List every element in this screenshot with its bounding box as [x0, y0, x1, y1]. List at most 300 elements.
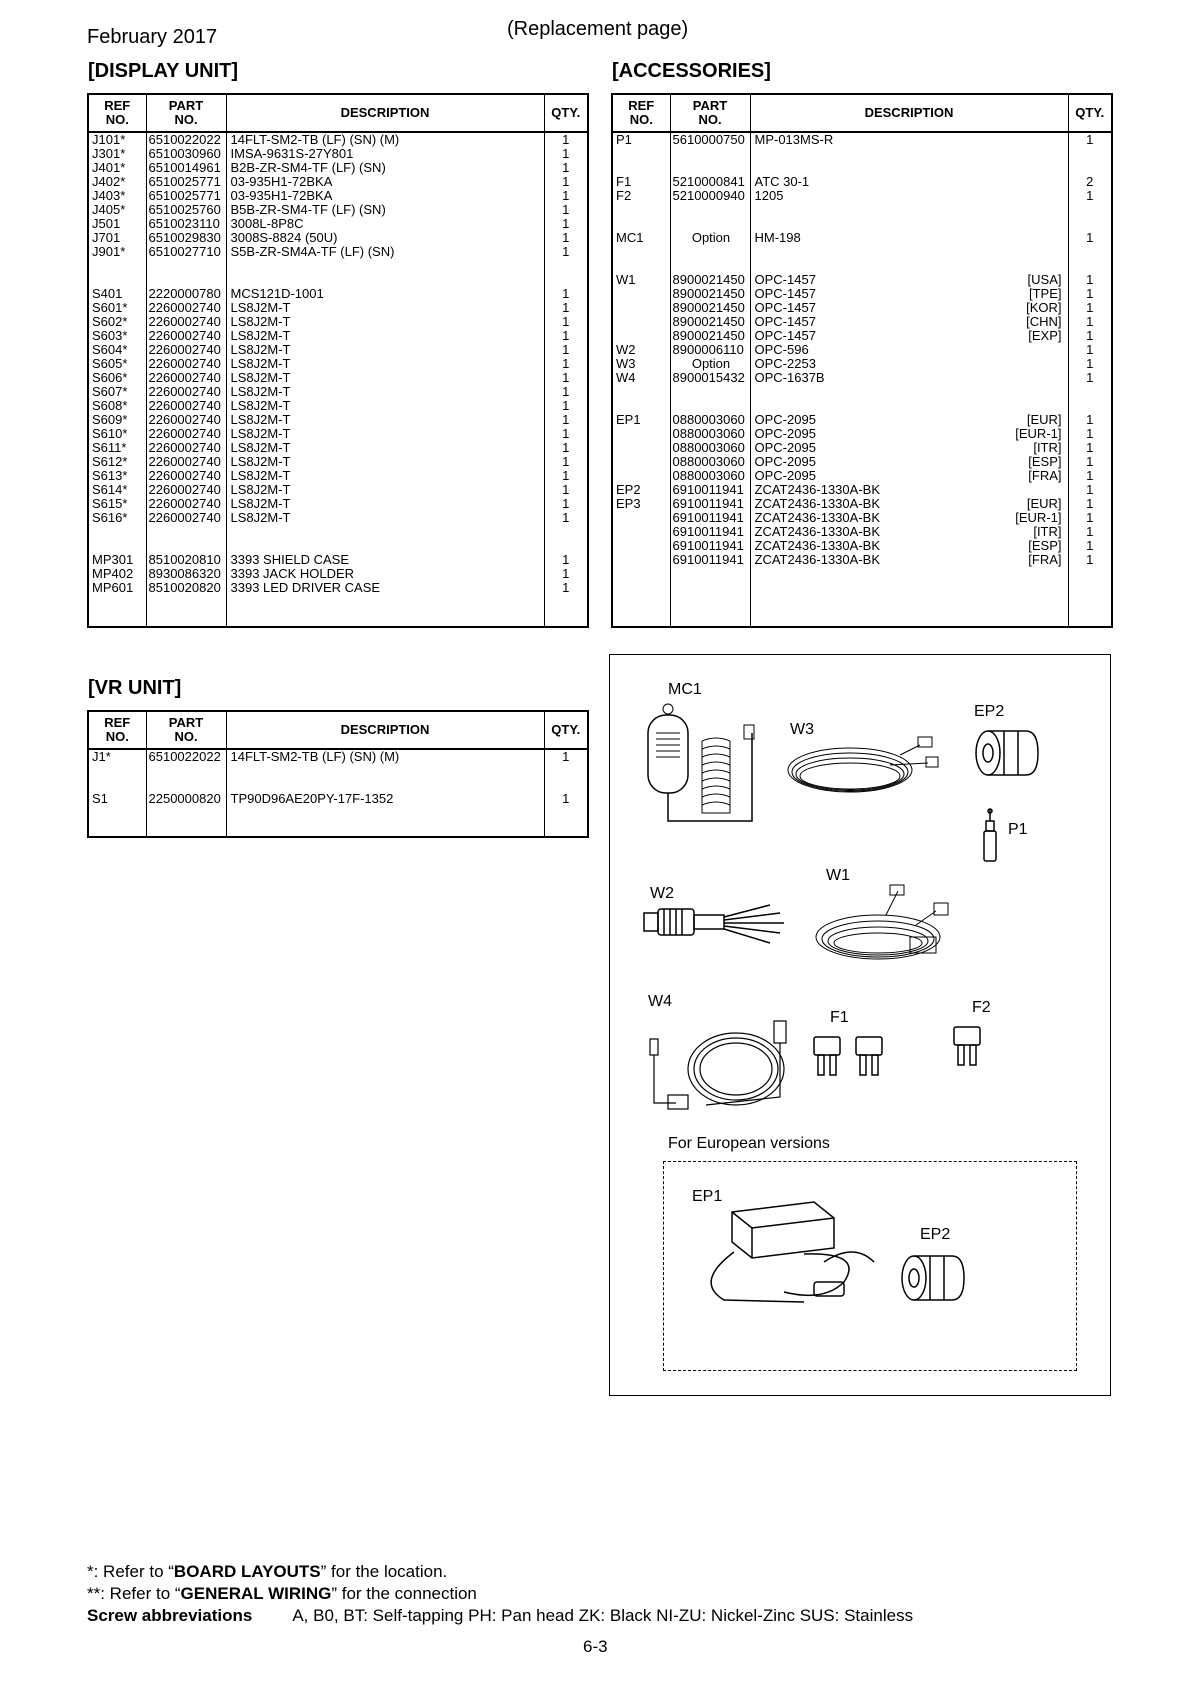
part-number-cell: 2260002740 [148, 511, 221, 525]
description-cell [227, 315, 544, 329]
accessories-table [611, 93, 1113, 628]
desc-column [226, 749, 544, 837]
description-cell [751, 553, 1068, 567]
label-f1: F1 [830, 1009, 849, 1026]
qty-cell: 1 [562, 441, 570, 455]
description-text: LS8J2M-T [230, 399, 291, 413]
description-text: ZCAT2436-1330A-BK [754, 525, 880, 539]
description-text: 14FLT-SM2-TB (LF) (SN) (M) [230, 750, 400, 764]
part-number-cell: 2260002740 [148, 385, 221, 399]
description-cell [227, 301, 544, 315]
part-number-cell: 8900006110 [672, 343, 744, 357]
part-number-cell: 2260002740 [148, 343, 221, 357]
description-text: OPC-1457 [754, 301, 816, 315]
description-text: ATC 30-1 [754, 175, 810, 189]
col-qty-header: QTY. [1068, 94, 1112, 132]
description-text: LS8J2M-T [230, 315, 291, 329]
ref-cell: EP2 [616, 483, 641, 497]
part-column [670, 132, 750, 627]
ref-cell: S615* [92, 497, 128, 511]
qty-cell: 1 [562, 133, 570, 147]
col-part-header: PART NO. [146, 94, 226, 132]
ref-cell: F2 [616, 189, 632, 203]
version-text: [ITR] [1033, 525, 1062, 539]
part-number-cell: 8900021450 [672, 315, 745, 329]
description-cell [751, 329, 1068, 343]
plug-p1-drawing [980, 807, 1000, 867]
qty-cell: 1 [562, 147, 570, 161]
description-text: 3393 JACK HOLDER [230, 567, 355, 581]
description-text: OPC-2095 [754, 427, 816, 441]
part-number-cell: 2260002740 [148, 329, 221, 343]
description-text: 03-935H1-72BKA [230, 175, 333, 189]
part-number-cell: 6510023110 [148, 217, 220, 231]
description-text: 14FLT-SM2-TB (LF) (SN) (M) [230, 133, 400, 147]
description-text: ZCAT2436-1330A-BK [754, 511, 880, 525]
qty-cell: 1 [562, 287, 570, 301]
part-number-cell: 6510025760 [148, 203, 221, 217]
replacement-note: (Replacement page) [507, 18, 689, 40]
ref-column [88, 749, 146, 837]
description-text: S5B-ZR-SM4A-TF (LF) (SN) [230, 245, 395, 259]
part-number-cell: 2260002740 [148, 301, 221, 315]
qty-cell: 1 [1086, 427, 1094, 441]
ref-cell: S605* [92, 357, 128, 371]
description-text: 3008S-8824 (50U) [230, 231, 338, 245]
description-cell [227, 413, 544, 427]
qty-cell: 1 [1086, 413, 1094, 427]
description-cell [227, 287, 544, 301]
qty-cell: 1 [1086, 329, 1094, 343]
description-cell [227, 217, 544, 231]
version-text: [CHN] [1026, 315, 1062, 329]
ref-cell [613, 329, 670, 343]
footnote-general-wiring: **: Refer to “GENERAL WIRING” for the connection [87, 1584, 477, 1603]
ref-cell [613, 287, 670, 301]
description-cell [751, 441, 1068, 455]
ref-cell: J403* [92, 189, 126, 203]
description-cell [227, 511, 544, 525]
page-number: 6-3 [583, 1637, 608, 1656]
page-date: February 2017 [87, 26, 218, 48]
col-desc-header: DESCRIPTION [226, 94, 544, 132]
ref-cell: J1* [92, 750, 111, 764]
description-cell [751, 427, 1068, 441]
description-cell [751, 315, 1068, 329]
part-number-cell: 5210000841 [672, 175, 745, 189]
ref-cell: S602* [92, 315, 128, 329]
ref-cell: S604* [92, 343, 128, 357]
ref-cell: W4 [616, 371, 636, 385]
part-number-cell: 0880003060 [672, 441, 745, 455]
ref-cell [613, 553, 670, 567]
qty-cell: 1 [562, 175, 570, 189]
label-ep2-eu: EP2 [920, 1226, 951, 1243]
description-cell [751, 189, 1068, 203]
part-number-cell: 8900021450 [672, 301, 745, 315]
qty-cell: 1 [562, 385, 570, 399]
description-text: ZCAT2436-1330A-BK [754, 497, 880, 511]
version-text: [ESP] [1028, 539, 1062, 553]
description-text: OPC-2253 [754, 357, 816, 371]
description-cell [227, 497, 544, 511]
description-text: LS8J2M-T [230, 357, 291, 371]
description-text: MCS121D-1001 [230, 287, 324, 301]
part-number-cell: 2260002740 [148, 483, 221, 497]
fuse-f1-drawing [810, 1031, 900, 1081]
part-number-cell: 2260002740 [148, 413, 221, 427]
ref-cell [613, 511, 670, 525]
col-qty-header: QTY. [544, 711, 588, 749]
part-number-cell: 2260002740 [148, 357, 221, 371]
accessories-figure [609, 654, 1111, 1396]
ref-cell [613, 539, 670, 553]
ref-cell: S608* [92, 399, 128, 413]
qty-cell: 1 [562, 245, 570, 259]
label-mc1: MC1 [668, 681, 702, 698]
description-text: 3393 SHIELD CASE [230, 553, 350, 567]
description-text: LS8J2M-T [230, 427, 291, 441]
description-cell [227, 469, 544, 483]
col-part-header: PART NO. [146, 711, 226, 749]
qty-cell: 2 [1086, 175, 1094, 189]
description-text: OPC-596 [754, 343, 809, 357]
version-text: [FRA] [1028, 469, 1062, 483]
description-cell [751, 511, 1068, 525]
qty-cell: 1 [562, 469, 570, 483]
qty-cell: 1 [562, 413, 570, 427]
part-column [146, 749, 226, 837]
col-part-header: PART NO. [670, 94, 750, 132]
qty-cell: 1 [562, 581, 570, 595]
description-cell [751, 175, 1068, 189]
qty-cell: 1 [1086, 357, 1094, 371]
ref-column [612, 132, 670, 627]
part-number-cell: 6910011941 [672, 511, 744, 525]
part-number-cell: 6510022022 [148, 750, 221, 764]
description-cell [751, 357, 1068, 371]
description-text: TP90D96AE20PY-17F-1352 [230, 792, 394, 806]
description-cell [751, 469, 1068, 483]
ref-cell: J401* [92, 161, 126, 175]
description-cell [751, 539, 1068, 553]
ref-cell: S401 [92, 287, 123, 301]
ref-cell: S613* [92, 469, 128, 483]
part-number-cell: 0880003060 [672, 427, 745, 441]
part-number-cell: 2260002740 [148, 441, 221, 455]
description-cell [751, 133, 1068, 147]
ref-cell [613, 315, 670, 329]
description-cell [227, 567, 544, 581]
description-text: OPC-2095 [754, 441, 816, 455]
ref-cell [613, 301, 670, 315]
part-number-cell: 6510022022 [148, 133, 221, 147]
col-ref-header: REF NO. [88, 711, 146, 749]
label-f2: F2 [972, 999, 991, 1016]
description-cell [227, 385, 544, 399]
description-cell [227, 441, 544, 455]
qty-cell: 1 [1086, 455, 1094, 469]
version-text: [FRA] [1028, 553, 1062, 567]
description-text: LS8J2M-T [230, 329, 291, 343]
part-number-cell: 6510030960 [148, 147, 221, 161]
description-cell [227, 147, 544, 161]
description-cell [227, 203, 544, 217]
ref-cell [613, 427, 670, 441]
description-text: LS8J2M-T [230, 413, 291, 427]
version-text: [TPE] [1028, 287, 1062, 301]
description-cell [227, 161, 544, 175]
qty-column [1068, 132, 1112, 627]
ref-cell: W1 [616, 273, 636, 287]
qty-cell: 1 [562, 301, 570, 315]
part-number-cell: 2220000780 [148, 287, 221, 301]
part-number-cell: 8900021450 [672, 287, 745, 301]
ref-cell: S616* [92, 511, 128, 525]
version-text: [EUR-1] [1015, 427, 1062, 441]
description-text: OPC-2095 [754, 455, 816, 469]
ref-cell [613, 525, 670, 539]
part-number-cell: 6510025771 [148, 175, 221, 189]
col-ref-header: REF NO. [88, 94, 146, 132]
part-number-cell: 2260002740 [148, 455, 221, 469]
ref-cell: J402* [92, 175, 126, 189]
description-cell [751, 483, 1068, 497]
ref-cell: J301* [92, 147, 126, 161]
qty-cell: 1 [562, 329, 570, 343]
qty-cell: 1 [562, 189, 570, 203]
qty-cell: 1 [562, 455, 570, 469]
ref-cell: J701 [92, 231, 121, 245]
part-number-cell: 8510020810 [148, 553, 221, 567]
ref-cell: J101* [92, 133, 126, 147]
description-cell [751, 273, 1068, 287]
description-text: LS8J2M-T [230, 455, 291, 469]
version-text: [USA] [1027, 273, 1062, 287]
col-ref-header: REF NO. [612, 94, 670, 132]
description-text: B2B-ZR-SM4-TF (LF) (SN) [230, 161, 386, 175]
part-number-cell: 6910011941 [672, 483, 744, 497]
qty-cell: 1 [1086, 539, 1094, 553]
description-text: OPC-1457 [754, 329, 816, 343]
description-cell [751, 287, 1068, 301]
part-number-cell: 6510029830 [148, 231, 221, 245]
part-number-cell: 2260002740 [148, 399, 221, 413]
part-number-cell: 2250000820 [148, 792, 221, 806]
description-text: LS8J2M-T [230, 497, 291, 511]
display-unit-title: [DISPLAY UNIT] [88, 60, 239, 82]
description-text: OPC-2095 [754, 469, 816, 483]
description-cell [751, 371, 1068, 385]
qty-cell: 1 [1086, 497, 1094, 511]
fuse-f2-drawing [950, 1021, 990, 1071]
euro-caption: For European versions [668, 1135, 830, 1152]
description-text: OPC-1457 [754, 287, 816, 301]
description-cell [227, 343, 544, 357]
description-cell [227, 371, 544, 385]
description-cell [227, 427, 544, 441]
part-number-cell: Option [691, 357, 731, 371]
qty-cell: 1 [562, 567, 570, 581]
description-text: 1205 [754, 189, 784, 203]
ref-cell [613, 455, 670, 469]
qty-cell: 1 [1086, 273, 1094, 287]
part-number-cell: 6510014961 [148, 161, 221, 175]
description-cell [227, 792, 544, 806]
qty-cell: 1 [1086, 525, 1094, 539]
description-text: LS8J2M-T [230, 483, 291, 497]
description-cell [227, 245, 544, 259]
qty-cell: 1 [1086, 231, 1094, 245]
ref-cell: MP402 [92, 567, 134, 581]
qty-cell: 1 [562, 427, 570, 441]
ref-cell: S606* [92, 371, 128, 385]
version-text: [EXP] [1028, 329, 1062, 343]
qty-cell: 1 [1086, 441, 1094, 455]
qty-cell: 1 [1086, 133, 1094, 147]
ref-cell: W2 [616, 343, 636, 357]
ref-cell: W3 [616, 357, 636, 371]
qty-cell: 1 [562, 315, 570, 329]
part-number-cell: 2260002740 [148, 371, 221, 385]
description-text: LS8J2M-T [230, 511, 291, 525]
part-number-cell: 0880003060 [672, 413, 745, 427]
col-qty-header: QTY. [544, 94, 588, 132]
description-text: IMSA-9631S-27Y801 [230, 147, 354, 161]
qty-cell: 1 [562, 217, 570, 231]
description-text: ZCAT2436-1330A-BK [754, 553, 880, 567]
qty-cell: 1 [1086, 371, 1094, 385]
qty-cell: 1 [1086, 301, 1094, 315]
description-text: B5B-ZR-SM4-TF (LF) (SN) [230, 203, 386, 217]
ref-cell: S601* [92, 301, 128, 315]
ref-cell: J405* [92, 203, 126, 217]
part-number-cell: 5210000940 [672, 189, 745, 203]
qty-cell: 1 [562, 161, 570, 175]
description-cell [227, 750, 544, 764]
description-cell [751, 301, 1068, 315]
desc-column [226, 132, 544, 627]
ref-cell: J901* [92, 245, 126, 259]
ref-cell: S1 [92, 792, 108, 806]
footnote-board-layouts: *: Refer to “BOARD LAYOUTS” for the location. [87, 1562, 448, 1581]
description-cell [227, 483, 544, 497]
description-cell [227, 189, 544, 203]
qty-cell: 1 [1086, 189, 1094, 203]
part-column [146, 132, 226, 627]
description-text: LS8J2M-T [230, 371, 291, 385]
part-number-cell: 6510025771 [148, 189, 221, 203]
qty-column [544, 749, 588, 837]
qty-cell: 1 [1086, 483, 1094, 497]
description-text: LS8J2M-T [230, 301, 291, 315]
label-w3: W3 [790, 721, 814, 738]
vr-unit-table [87, 710, 589, 838]
description-text: 03-935H1-72BKA [230, 189, 333, 203]
part-number-cell: 5610000750 [672, 133, 745, 147]
description-text: 3393 LED DRIVER CASE [230, 581, 381, 595]
qty-cell: 1 [1086, 469, 1094, 483]
qty-cell: 1 [562, 750, 570, 764]
qty-cell: 1 [562, 203, 570, 217]
qty-cell: 1 [562, 357, 570, 371]
part-number-cell: 6910011941 [672, 497, 744, 511]
part-number-cell: 8510020820 [148, 581, 221, 595]
description-cell [751, 455, 1068, 469]
part-number-cell: Option [691, 231, 731, 245]
description-text: LS8J2M-T [230, 441, 291, 455]
description-text: LS8J2M-T [230, 469, 291, 483]
qty-cell: 1 [1086, 287, 1094, 301]
qty-column [544, 132, 588, 627]
description-cell [227, 329, 544, 343]
qty-cell: 1 [562, 399, 570, 413]
description-cell [751, 525, 1068, 539]
description-cell [227, 581, 544, 595]
ref-cell: S607* [92, 385, 128, 399]
label-w4: W4 [648, 993, 672, 1010]
part-number-cell: 2260002740 [148, 497, 221, 511]
description-text: OPC-1637B [754, 371, 825, 385]
qty-cell: 1 [562, 497, 570, 511]
ref-cell: S603* [92, 329, 128, 343]
qty-cell: 1 [562, 343, 570, 357]
ref-cell: EP3 [616, 497, 641, 511]
qty-cell: 1 [562, 231, 570, 245]
description-text: OPC-1457 [754, 315, 816, 329]
qty-cell: 1 [562, 371, 570, 385]
ref-cell: S609* [92, 413, 128, 427]
cable-w2-drawing [640, 899, 790, 949]
ref-cell: S610* [92, 427, 128, 441]
ref-cell: MP301 [92, 553, 134, 567]
ferrite-ep2-eu-drawing [900, 1248, 970, 1308]
cable-w1-drawing [806, 885, 966, 975]
adapter-ep1-drawing [684, 1192, 884, 1312]
part-number-cell: 0880003060 [672, 455, 745, 469]
cable-w4-drawing [646, 1017, 806, 1117]
european-versions-box [663, 1161, 1077, 1371]
description-cell [227, 133, 544, 147]
description-cell [227, 231, 544, 245]
ref-cell: S612* [92, 455, 128, 469]
part-number-cell: 6910011941 [672, 553, 744, 567]
description-cell [227, 455, 544, 469]
qty-cell: 1 [562, 553, 570, 567]
description-text: 3008L-8P8C [230, 217, 304, 231]
qty-cell: 1 [1086, 511, 1094, 525]
description-cell [751, 497, 1068, 511]
qty-cell: 1 [562, 483, 570, 497]
ref-cell: MP601 [92, 581, 134, 595]
version-text: [KOR] [1026, 301, 1062, 315]
description-cell [751, 413, 1068, 427]
description-cell [227, 399, 544, 413]
description-cell [227, 175, 544, 189]
description-text: ZCAT2436-1330A-BK [754, 483, 880, 497]
qty-cell: 1 [562, 792, 570, 806]
description-text: OPC-2095 [754, 413, 816, 427]
screw-abbreviations: Screw abbreviations A, B0, BT: Self-tapping PH: Pan head ZK: Black NI-ZU: Nickel-Zinc SUS: Stainless [87, 1606, 914, 1625]
label-ep1: EP1 [692, 1188, 723, 1205]
part-number-cell: 8900021450 [672, 273, 745, 287]
display-unit-table [87, 93, 589, 628]
ref-cell: S611* [92, 441, 127, 455]
description-text: HM-198 [754, 231, 801, 245]
col-desc-header: DESCRIPTION [750, 94, 1068, 132]
desc-column [750, 132, 1068, 627]
col-desc-header: DESCRIPTION [226, 711, 544, 749]
